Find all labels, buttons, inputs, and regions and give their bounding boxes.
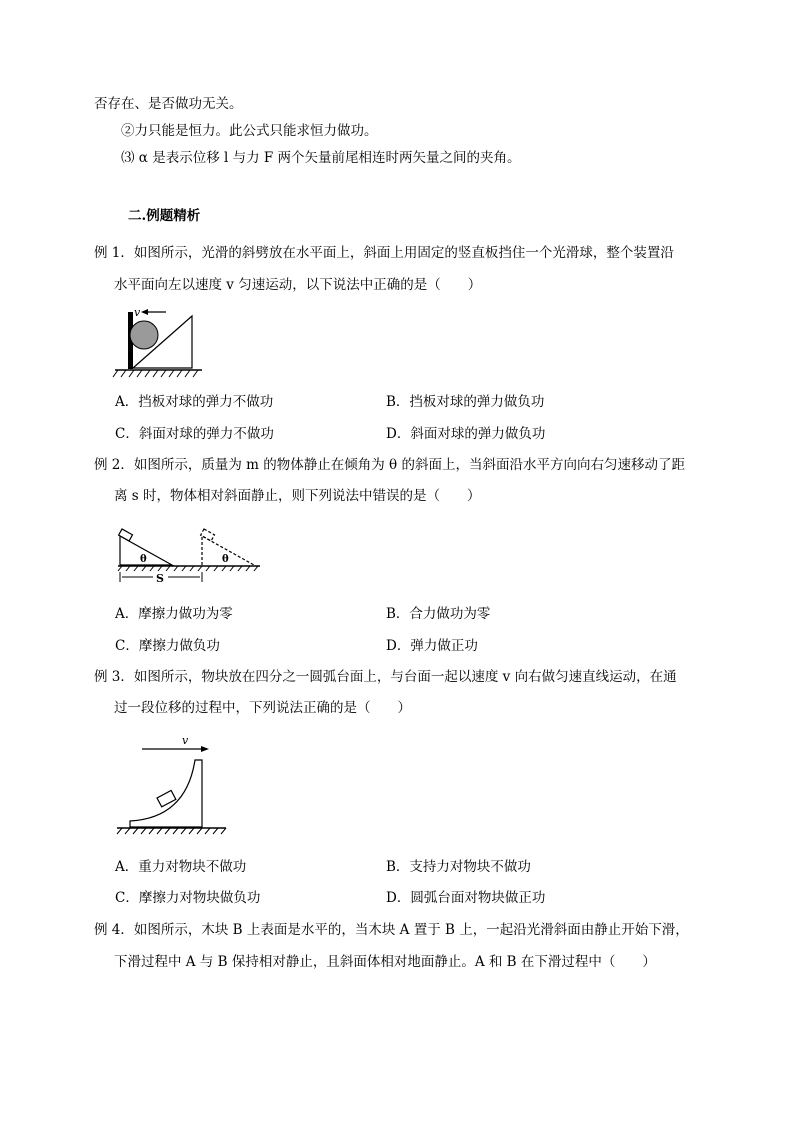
example-3-velocity-label: v xyxy=(182,734,189,747)
example-2-option-d: D．弹力做正功 xyxy=(386,638,478,654)
example-4-line-1: 例 4．如图所示，木块 B 上表面是水平的，当木块 A 置于 B 上，一起沿光滑斜面由静止开始下滑， xyxy=(94,922,689,938)
example-3-option-a: A．重力对物块不做功 xyxy=(115,859,247,875)
example-1-option-b: B．挡板对球的弹力做负功 xyxy=(386,394,545,410)
example-1-line-2: 水平面向左以速度 v 匀速运动，以下说法中正确的是（ ） xyxy=(114,277,482,293)
example-4-line-2: 下滑过程中 A 与 B 保持相对静止，且斜面体相对地面静止。A 和 B 在下滑过程中（ ） xyxy=(114,954,656,970)
example-3-option-c: C．摩擦力对物块做负功 xyxy=(115,890,261,906)
example-1-option-d: D．斜面对球的弹力做负功 xyxy=(386,426,546,442)
intro-line-2: ②力只能是恒力。此公式只能求恒力做功。 xyxy=(121,123,378,139)
example-2-option-b: B．合力做功为零 xyxy=(386,606,491,622)
example-2-option-a: A．摩擦力做功为零 xyxy=(115,606,233,622)
example-2-angle-label-2: θ xyxy=(222,554,229,565)
example-1-figure xyxy=(110,302,210,382)
example-1-option-c: C．斜面对球的弹力不做功 xyxy=(115,426,274,442)
example-3-figure xyxy=(112,732,232,842)
intro-line-1: 否存在、是否做功无关。 xyxy=(94,96,243,112)
example-3-option-b: B．支持力对物块不做功 xyxy=(386,859,531,875)
example-1-option-a: A．挡板对球的弹力不做功 xyxy=(115,394,274,410)
intro-line-3: ⑶ α 是表示位移 l 与力 F 两个矢量前尾相连时两矢量之间的夹角。 xyxy=(121,150,521,166)
example-2-line-2: 离 s 时，物体相对斜面静止，则下列说法中错误的是（ ） xyxy=(114,488,481,504)
example-3-option-d: D．圆弧台面对物块做正功 xyxy=(386,890,546,906)
example-3-line-2: 过一段位移的过程中，下列说法正确的是（ ） xyxy=(114,700,411,716)
section-title: 二.例题精析 xyxy=(128,208,201,224)
example-3-line-1: 例 3．如图所示，物块放在四分之一圆弧台面上，与台面一起以速度 v 向右做匀速直线运动，在通 xyxy=(94,669,677,685)
example-2-line-1: 例 2．如图所示，质量为 m 的物体静止在倾角为 θ 的斜面上，当斜面沿水平方向向右匀速移动了距 xyxy=(94,457,685,473)
example-1-line-1: 例 1．如图所示，光滑的斜劈放在水平面上，斜面上用固定的竖直板挡住一个光滑球，整个装置沿 xyxy=(94,245,674,261)
example-2-figure xyxy=(110,518,270,588)
example-2-distance-label: S xyxy=(156,572,164,585)
example-1-velocity-label: v xyxy=(134,306,141,319)
example-2-option-c: C．摩擦力做负功 xyxy=(115,638,220,654)
example-2-angle-label-1: θ xyxy=(140,554,147,565)
